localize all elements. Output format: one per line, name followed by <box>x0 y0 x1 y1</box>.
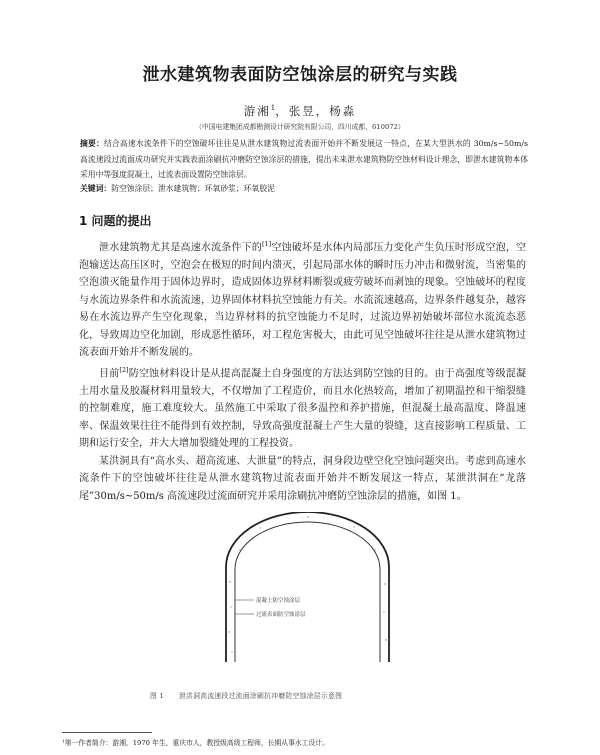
figure-caption <box>150 690 342 700</box>
abstract-label: 摘要： <box>80 139 104 148</box>
paper-title: 泄水建筑物表面防空蚀涂层的研究与实践 <box>142 65 458 85</box>
inner-coating-line <box>235 522 380 662</box>
concrete-texture <box>228 516 386 652</box>
citation-2: [2] <box>119 365 129 374</box>
other-authors: ，张昱，杨淼 <box>275 104 357 118</box>
author-line <box>0 103 600 119</box>
abstract <box>80 136 528 183</box>
paragraph-1-rest: 空蚀破坏是水体内局部压力变化产生负压时形成空泡，空泡输送达高压区时，空泡会在极短的时间内溃灭，引起局部水体的瞬时压力冲击和微射流，当密集的空泡溃灭能量作用于固体边界时，造成固体边界材料断裂或疲劳破坏而剥蚀的现象。空蚀破坏的程度与水流边界条件和水流流速，边界固体材料抗空蚀能力有关。水流流速越高，边界条件越复杂，越容易在水流边界产生空化现象，当边界材料的抗空蚀能力不足时，过流边界初始破坏部位水流流态恶化，导致周边空化加剧，形成恶性循环，对工程危害极大，由此可见空蚀破坏往往是从泄水建筑物过流表面开始并不断发展的。 <box>79 242 527 359</box>
outer-lining <box>226 512 389 662</box>
paragraph-1-start: 泄水建筑物尤其是高速水流条件下的 <box>99 242 263 254</box>
body-text <box>79 236 526 505</box>
tunnel-cross-section-figure <box>220 512 395 662</box>
section-heading: 1 问题的提出 <box>79 214 152 228</box>
keywords-label: 关键词： <box>80 184 112 193</box>
paragraph-3: 某洪洞具有“高水头、超高流速、大泄量”的特点，洞身段边壁空化空蚀问题突出。考虑到高速水流条件下的空蚀破坏往往是从泄水建筑物过流表面开始并不断发展这一特点，某泄洪洞在“龙落尾”30m/s~50m/s 高流速段过流面研究并采用涂刷抗冲磨防空蚀涂层的措施，如图 1。 <box>79 455 526 502</box>
figure-label-coating: 过流表面防空蚀涂层 <box>256 612 306 618</box>
paragraph-1 <box>79 236 526 362</box>
footnote-rule <box>62 732 152 733</box>
keywords-text: 防空蚀涂层；泄水建筑物；环氧砂浆；环氧胶泥 <box>111 184 275 193</box>
citation-1: [1] <box>262 240 272 248</box>
paragraph-2-start: 目前 <box>99 368 120 380</box>
author-footnote: ¹第一作者简介：游湘，1970 年生，重庆市人，教授级高级工程师，长期从事水工设计。 <box>62 739 329 747</box>
figure-label-lining: 混凝土防空蚀涂层 <box>256 598 301 604</box>
paragraph-2 <box>79 362 526 453</box>
keywords <box>80 182 528 196</box>
figure-number: 图 1 <box>150 692 165 700</box>
affiliation: （中国电建集团成都勘测设计研究院有限公司，四川成都，610072） <box>195 123 405 131</box>
figure-caption-text: 泄洪洞高流速段过流面涂刷抗冲磨防空蚀涂层示意图 <box>178 692 343 700</box>
first-author: 游湘 <box>243 104 271 118</box>
paragraph-2-rest: 防空蚀材料设计是从提高混凝土自身强度的方法达到防空蚀的目的。由于高强度等级混凝土用水量及胶凝材料用量较大，不仅增加了工程造价，而且水化热较高，增加了初期温控和干缩裂缝的控制难度，施工难度较大。虽然施工中采取了很多温控和养护措施，但混凝土最高温度、降温速率、保温效果往往不能得到有效控制，导致高强度混凝土产生大量的裂缝，这直接影响工程质量、工期和运行安全，并大大增加裂缝处理的工程投资。 <box>79 368 527 450</box>
abstract-text: 结合高速水流条件下的空蚀破坏往往是从泄水建筑物过流表面开始并不断发展这一特点，在某大型洪水的 30m/s~50m/s 高流速段过流面成功研究并实践表面涂刷抗冲磨防空蚀涂层的措施，提出未来泄水建筑物防空蚀材料设计理念，即泄水建筑物本体采用中等强度混凝土，过流表面设置防空蚀涂层。 <box>80 139 528 179</box>
author-footnote-mark: 1 <box>270 104 276 113</box>
